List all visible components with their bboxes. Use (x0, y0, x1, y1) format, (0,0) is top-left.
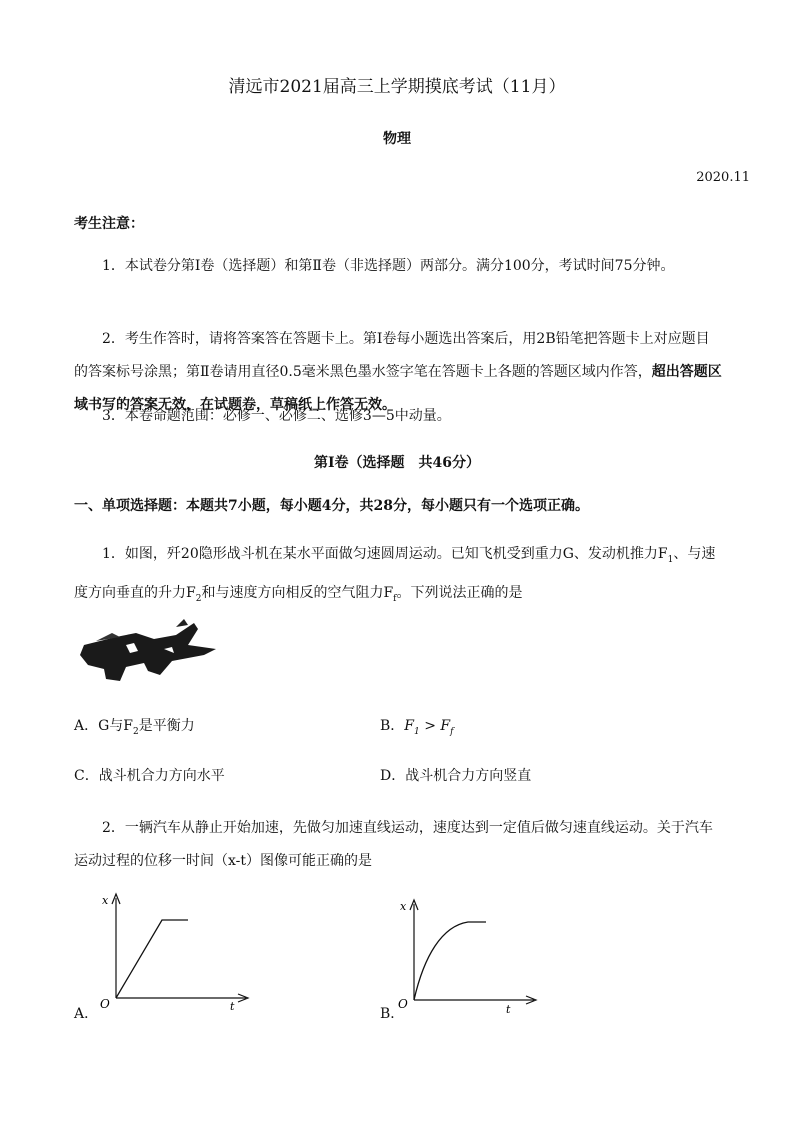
graph-a-t-label: t (230, 1000, 235, 1010)
graph-b-origin: O (398, 997, 408, 1011)
section-title: 第Ⅰ卷（选择题 共46分） (313, 455, 481, 471)
graph-b-t-label: t (506, 1003, 511, 1014)
q1-stem-d: 。下列说法正确的是 (396, 584, 523, 601)
q1-sub-2: 2 (195, 593, 202, 604)
q2-option-b[interactable]: B． (380, 1006, 405, 1022)
q1-opt-b-f1: F (404, 718, 415, 734)
notice-item-1: 1．本试卷分第Ⅰ卷（选择题）和第Ⅱ卷（非选择题）两部分。满分100分，考试时间75分钟。 (102, 258, 675, 274)
question-1-stem (74, 538, 722, 616)
q1-opt-b-label: B． (380, 718, 405, 734)
q1-opt-b-sub1: 1 (414, 726, 420, 737)
notice-item-2-text: 2．考生作答时，请将答案答在答题卡上。第Ⅰ卷每小题选出答案后，用2B铅笔把答题卡上对应题目的答案标号涂黑；第Ⅱ卷请用直径0.5毫米黑色墨水签字笔在答题卡上各题的答题区域内作答， (74, 331, 710, 380)
q1-opt-b-subf: f (450, 726, 454, 737)
q1-opt-b-f2: F (440, 718, 451, 734)
exam-title: 清远市2021届高三上学期摸底考试（11月） (228, 77, 566, 97)
notice-heading: 考生注意： (74, 216, 144, 232)
q1-sub-f: f (393, 593, 397, 604)
graph-b-curve (394, 896, 554, 1014)
q1-option-d[interactable]: D．战斗机合力方向竖直 (380, 768, 532, 784)
q1-option-c[interactable]: C．战斗机合力方向水平 (74, 768, 225, 784)
part-heading: 一、单项选择题：本题共7小题，每小题4分，共28分，每小题只有一个选项正确。 (74, 498, 589, 514)
graph-a-x-label: x (102, 894, 109, 907)
q1-sub-1: 1 (667, 554, 674, 565)
q1-opt-b-op: > (419, 718, 441, 734)
q1-option-b[interactable] (380, 715, 453, 737)
q1-option-a[interactable] (74, 715, 195, 737)
fighter-jet-image (76, 615, 218, 687)
notice-item-3: 3．本卷命题范围：必修一、必修二、选修3—5中动量。 (102, 408, 451, 424)
q1-stem-c: 和与速度方向相反的空气阻力F (201, 584, 394, 601)
notice-item-2-bold: 超出答题区域书写的答案无效，在试题卷，草稿纸上作答无效。 (74, 364, 722, 413)
q1-opt-a-sub: 2 (133, 726, 139, 737)
q1-stem-a: 1．如图，歼20隐形战斗机在某水平面做匀速圆周运动。已知飞机受到重力G、发动机推力F (102, 546, 668, 562)
q1-stem-b: 、与速度方向垂直的升力F (74, 546, 716, 601)
subject-heading: 物理 (383, 131, 411, 147)
q1-opt-a-pre: A．G与F (74, 718, 134, 734)
graph-b-x-label: x (400, 900, 407, 913)
q1-opt-a-post: 是平衡力 (138, 718, 195, 734)
question-2-stem: 2．一辆汽车从静止开始加速，先做匀加速直线运动，速度达到一定值后做匀速直线运动。关于汽车运动过程的位移一时间（x-t）图像可能正确的是 (74, 820, 713, 869)
q2-option-a[interactable]: A． (74, 1006, 99, 1022)
graph-a-origin: O (100, 997, 110, 1010)
exam-date: 2020.11 (696, 170, 750, 185)
graph-a-linear (96, 890, 256, 1010)
